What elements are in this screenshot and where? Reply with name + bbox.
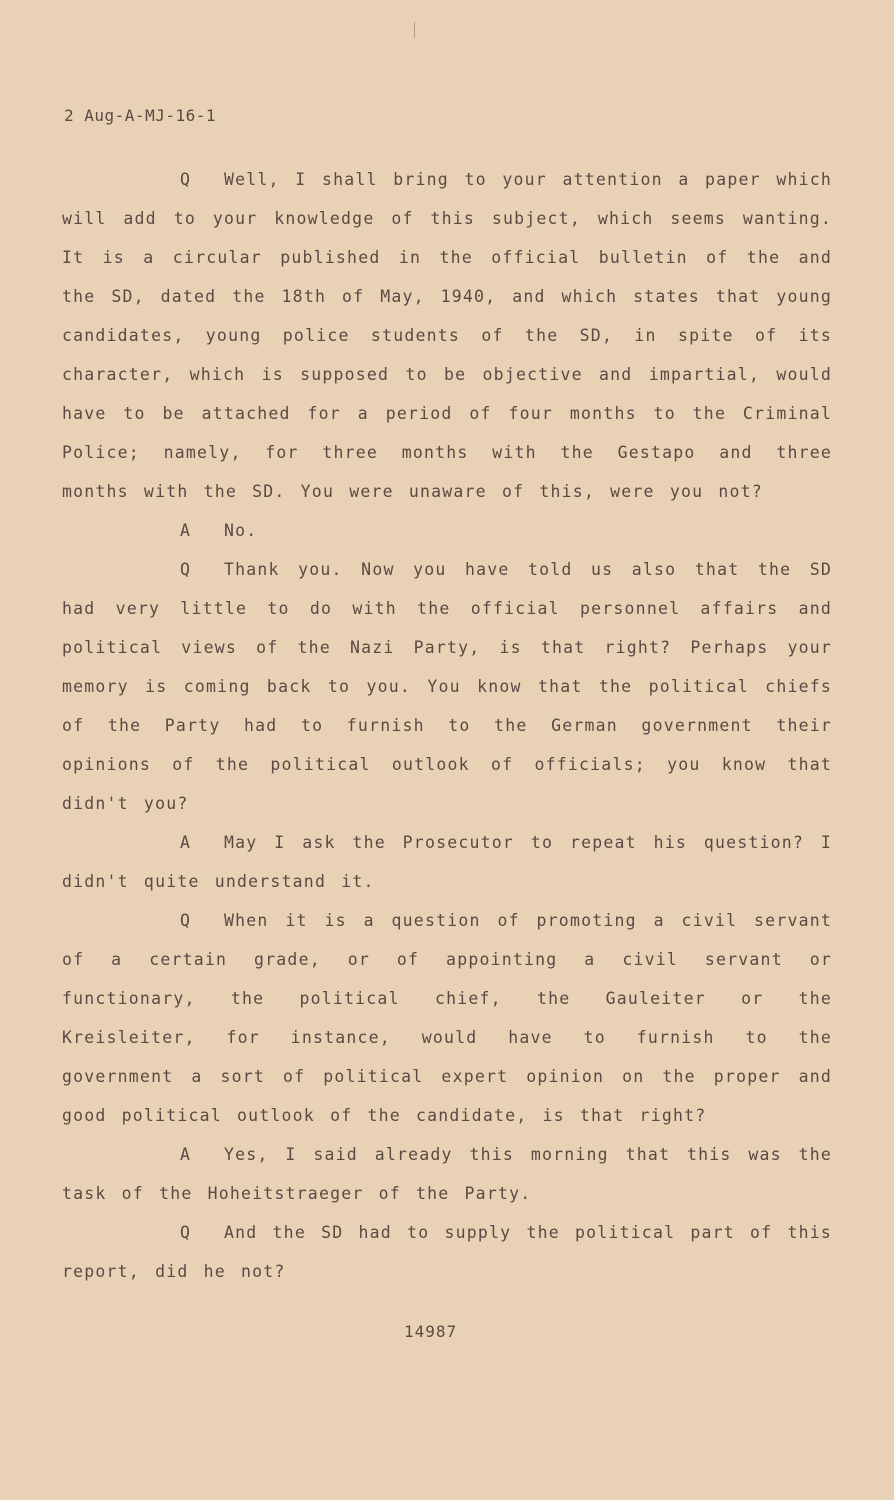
transcript-paragraph xyxy=(62,1213,832,1291)
speaker-label: Q xyxy=(180,1223,192,1242)
transcript-paragraph xyxy=(62,1135,832,1213)
paragraph-text: May I ask the Prosecutor to repeat his question? I didn't quite understand it. xyxy=(62,833,832,891)
speaker-label: A xyxy=(180,521,192,540)
page-number: 14987 xyxy=(404,1322,458,1341)
fold-mark xyxy=(414,22,415,38)
paragraph-text: And the SD had to supply the political part of this report, did he not? xyxy=(62,1223,832,1281)
transcript-paragraph xyxy=(62,550,832,823)
paragraph-text: Thank you. Now you have told us also that the SD had very little to do with the official personnel affairs and political views of the Nazi Party, is that right? Perhaps your memory is coming back to you. You know that the political chiefs of the Party had to furnish to the German government their opinions of the political outlook of officials; you know that didn't you? xyxy=(62,560,832,813)
paragraph-text: When it is a question of promoting a civil servant of a certain grade, or of appointing a civil servant or functionary, the political chief, the Gauleiter or the Kreisleiter, for instance, would have to furnish to the government a sort of political expert opinion on the proper and good political outlook of the candidate, is that right? xyxy=(62,911,832,1125)
speaker-label: Q xyxy=(180,560,192,579)
transcript-body xyxy=(62,160,832,1291)
transcript-paragraph xyxy=(62,901,832,1135)
transcript-paragraph xyxy=(62,511,832,550)
speaker-label: A xyxy=(180,1145,192,1164)
transcript-paragraph xyxy=(62,823,832,901)
speaker-label: A xyxy=(180,833,192,852)
paragraph-text: Yes, I said already this morning that this was the task of the Hoheitstraeger of the Party. xyxy=(62,1145,832,1203)
paragraph-text: Well, I shall bring to your attention a paper which will add to your knowledge of this subject, which seems wanting. It is a circular published in the official bulletin of the and the SD, dated the 18th of May, 1940, and which states that young candidates, young police students of the SD, in spite of its character, which is supposed to be objective and impartial, would have to be attached for a period of four months to the Criminal Police; namely, for three months with the Gestapo and three months with the SD. You were unaware of this, were you not? xyxy=(62,170,832,501)
speaker-label: Q xyxy=(180,170,192,189)
document-reference: 2 Aug-A-MJ-16-1 xyxy=(64,106,216,125)
speaker-label: Q xyxy=(180,911,192,930)
paragraph-text: No. xyxy=(224,521,258,540)
transcript-paragraph xyxy=(62,160,832,511)
